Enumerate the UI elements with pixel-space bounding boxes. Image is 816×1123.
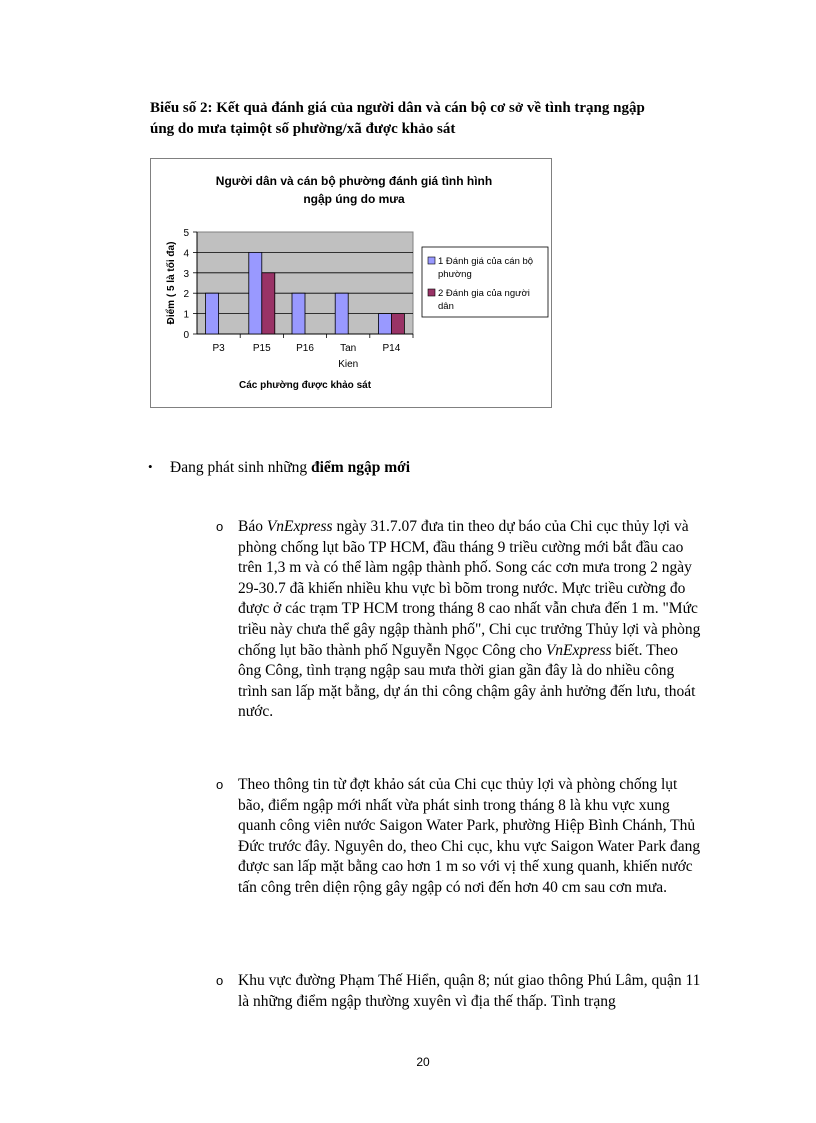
bar-p15-series-2 [262,273,275,334]
legend-swatch-series-1 [428,257,435,264]
page-number: 20 [416,1055,430,1069]
bullet-circle-icon: o [216,777,224,792]
paragraph-2: Theo thông tin từ đợt khảo sát của Chi cục thủy lợi và phòng chống lụt bão, điểm ngập mới nhất vừa phát sinh trong tháng 8 là khu vực xung quanh công viên nước Saigon Water Park, phường Hiệp Bình Chánh, Thủ Đức trước đây. Nguyên do, theo Chi cục, khu vực Saigon Water Park đang được san lấp mặt bằng cao hơn 1 m so với vị thế xung quanh, khiến nước tấn công trên diện rộng gây ngập có nơi đến hơn 40 cm sau cơn mưa. [238,776,701,896]
chart-title-line1: Người dân và cán bộ phường đánh giá tình hình [215,174,493,188]
x-tick-label: P16 [296,343,314,354]
p1-source-name-2: VnExpress [545,641,612,659]
bar-p14-series-1 [378,314,391,334]
legend-label-series-1: phường [438,269,472,280]
legend-label-series-2: 2 Đánh gia của người [438,288,530,299]
p1-part-c: ngày 31.7.07 đưa tin theo dự báo của Chi cục thủy lợi và phòng chống lụt bão TP HCM, đầu tháng 9 triều cường mới bắt đầu cao trên 1,3 m và có thể làm ngập thành phố. Song các cơn mưa trong 2 ngày 29-30.7 đã khiến nhiều khu vực bì bõm trong nước. Mực triều cường đo được ở các trạm TP HCM trong tháng 8 cao nhất vẫn chưa đến 1 m. "Mức triều này chưa thể gây ngập thành phố", Chi cục trưởng Thủy lợi và phòng chống lụt bão thành phố Nguyễn Ngọc Công cho [238,518,701,659]
x-tick-label: Kien [338,359,359,370]
chart-title-line2: ngập úng do mưa [303,192,405,206]
bullet-text-bold: điểm ngập mới [311,459,411,476]
bar-p15-series-1 [249,252,262,334]
y-tick-label: 5 [183,228,189,239]
bar-p14-series-2 [391,314,404,334]
chart-heading-line1: Biểu số 2: Kết quả đánh giá của người dân và cán bộ cơ sở về tình trạng ngập [150,100,645,116]
legend-swatch-series-2 [428,289,435,296]
bullet-disc-icon: • [148,459,153,474]
legend-label-series-1: 1 Đánh giá của cán bộ [438,256,534,267]
x-tick-label: Tan [340,343,357,354]
paragraph-3: Khu vực đường Phạm Thế Hiển, quận 8; nút giao thông Phú Lâm, quận 11 là những điểm ngập thường xuyên vì địa thế thấp. Tình trạng [238,972,701,1010]
chart-heading [150,98,710,140]
y-tick-label: 3 [183,268,189,280]
chart-heading-line2: úng do mưa tạimột số phường/xã được khảo sát [150,121,456,137]
paragraph-1 [238,517,704,723]
p1-source-name: VnExpress [266,518,333,535]
bar-p3-series-1 [206,293,219,334]
y-tick-label: 1 [183,309,189,321]
bar-p16-series-1 [292,293,305,334]
bullet-text-plain: Đang phát sinh những [170,459,311,476]
bar-chart [151,159,551,407]
y-tick-label: 2 [183,289,189,301]
y-axis-label: Điểm ( 5 là tối đa) [166,241,177,325]
legend-label-series-2: dân [438,301,454,312]
bar-tan-kien-series-1 [335,293,348,334]
bullet-circle-icon: o [216,519,224,534]
y-tick-label: 0 [183,330,189,341]
x-tick-label: P3 [212,343,225,354]
p1-part-a: Báo [238,518,267,535]
chart-container [150,158,552,408]
bullet-circle-icon: o [216,973,224,988]
x-tick-label: P15 [252,343,271,354]
p1-part-e: biết. Theo ông Công, tình trạng ngập sau mưa thời gian gần đây là do nhiều công trình san lấp mặt bằng, dự án thi công chậm gây ảnh hưởng đến lưu, thoát nước. [238,641,696,721]
x-tick-label: P14 [382,343,401,354]
y-tick-label: 4 [183,248,189,260]
bullet-text [170,459,410,477]
x-axis-label: Các phường được khảo sát [238,380,372,391]
